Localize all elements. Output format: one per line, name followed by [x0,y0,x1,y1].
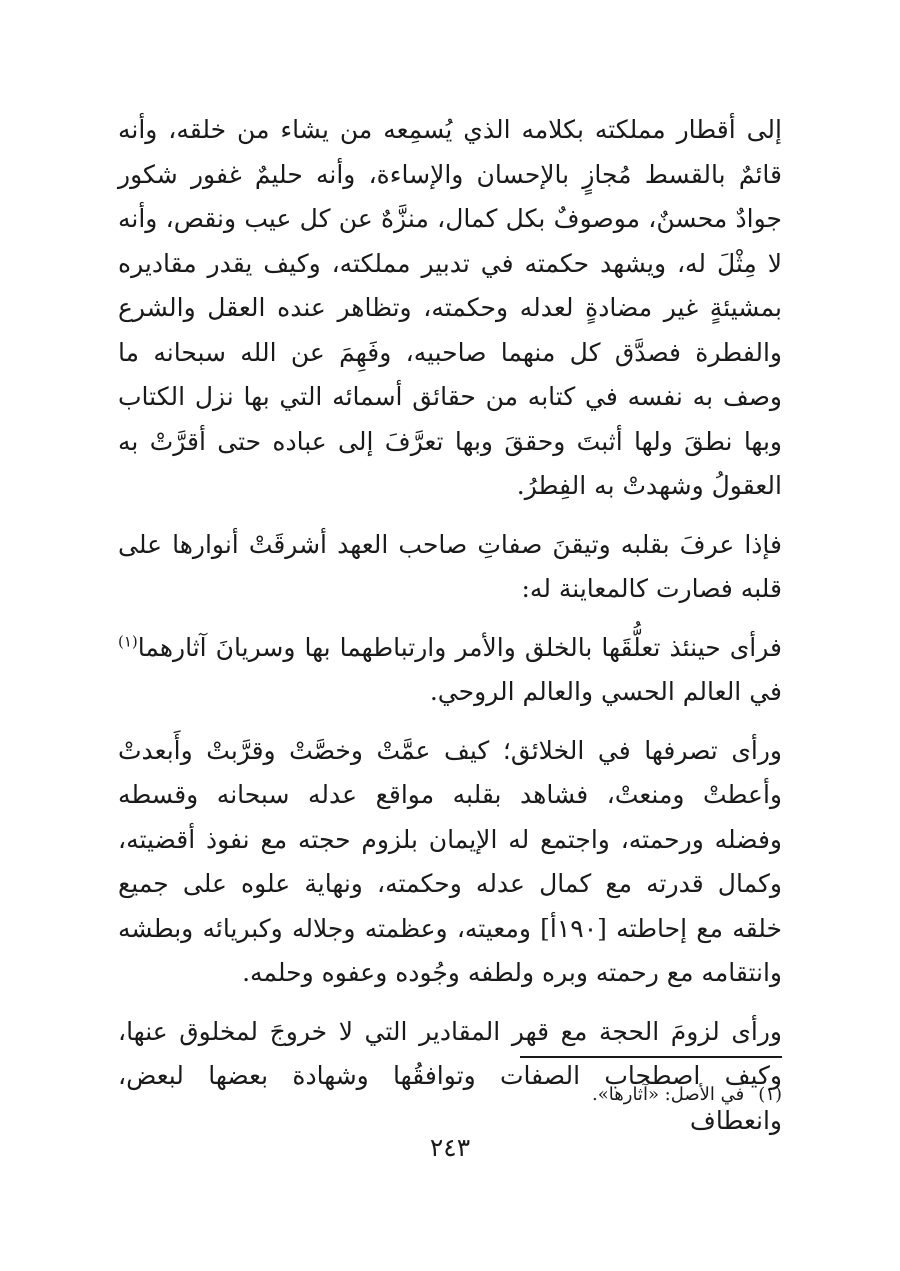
footnote-text: في الأصل: «آثارها». [592,1084,745,1105]
paragraph-3 [118,626,782,715]
paragraph-3-text: فرأى حينئذ تعلُّقَها بالخلق والأمر وارتباطهما بها وسريانَ آثارهما [137,632,782,662]
footnote-divider [520,1056,782,1058]
paragraph-4: ورأى تصرفها في الخلائق؛ كيف عمَّتْ وخصَّتْ وقرَّبتْ وأَبعدتْ وأعطتْ ومنعتْ، فشاهد بقلبه مواقع عدله سبحانه وقسطه وفضله ورحمته، واجتمع له الإيمان بلزوم حجته مع نفوذ أقضيته، وكمال قدرته مع كمال عدله وحكمته، ونهاية علوه على جميع خلقه مع إحاطته [١٩٠أ] ومعيته، وعظمته وجلاله وكبريائه وبطشه وانتقامه مع رحمته وبره ولطفه وجُوده وعفوه وحلمه. [118,735,783,987]
paragraph-5: ورأى لزومَ الحجة مع قهر المقادير التي لا خروجَ لمخلوق عنها، وكيف اصطحاب الصفات وتوافقُها وشهادة بعضها لبعض، وانعطاف [118,1016,782,1135]
paragraph-3-text-cont: في العالم الحسي والعالم الروحي. [429,677,782,706]
page-number: ٢٤٣ [429,1133,471,1162]
footnote-number: (١) [758,1084,782,1105]
paragraph-1: إلى أقطار مملكته بكلامه الذي يُسمِعه من يشاء من خلقه، وأنه قائمٌ بالقسط مُجازٍ بالإحسان والإساءة، وأنه حليمٌ غفور شكور جوادٌ محسنٌ، موصوفٌ بكل كمال، منزَّهٌ عن كل عيب ونقص، وأنه لا مِثْلَ له، ويشهد حكمته في تدبير مملكته، وكيف يقدر مقاديره بمشيئةٍ غير مضادةٍ لعدله وحكمته، وتظاهر عنده العقل والشرع والفطرة فصدَّق كل منهما صاحبيه، وفَهِمَ عن الله سبحانه ما وصف به نفسه في كتابه من حقائق أسمائه التي بها نزل الكتاب وبها نطقَ ولها أثبتَ وحققَ وبها تعرَّفَ إلى عباده حتى أقرَّتْ به العقولُ وشهدتْ به الفِطرُ. [118,115,782,500]
footnote-reference: (١) [118,632,138,651]
footnote [118,1080,782,1110]
main-text [118,108,782,1157]
paragraph-2: فإذا عرفَ بقلبه وتيقنَ صفاتِ صاحب العهد أشرقَتْ أنوارها على قلبه فصارت كالمعاينة له: [118,529,782,603]
